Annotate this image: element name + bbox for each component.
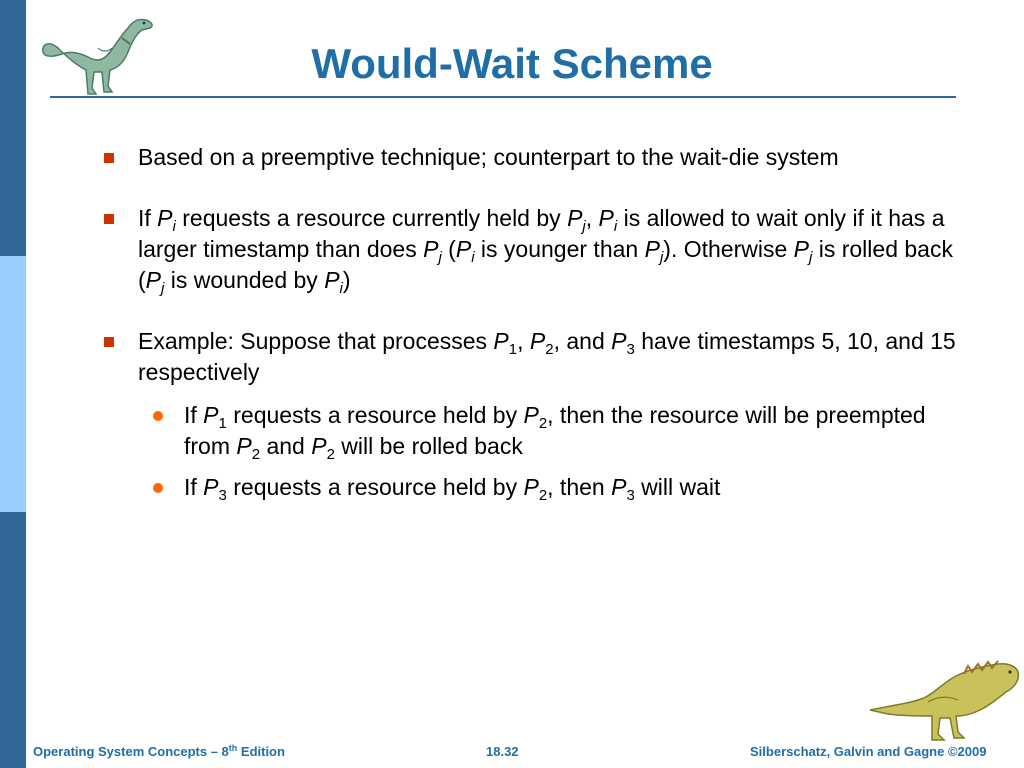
round-bullet-icon [153, 411, 163, 421]
bullet-text: Based on a preemptive technique; counterpart to the wait-die system [138, 144, 839, 170]
footer-authors: Silberschatz, Galvin and Gagne ©2009 [750, 744, 987, 759]
bullet-item [100, 326, 960, 503]
round-bullet-icon [153, 483, 163, 493]
page-title: Would-Wait Scheme [311, 40, 713, 87]
bullet-item [100, 142, 960, 173]
sidebar-stripe-top [0, 0, 26, 256]
footer-book-title: Operating System Concepts – 8th Edition [33, 743, 285, 759]
square-bullet-icon [104, 153, 114, 163]
bullet-text: If $P_i$ requests a resource currently held by $P_j$, $P_i$ is allowed to wait only if it has a larger timestamp than does $P_j$ ($P_i$ is younger than $P_j$). Otherwise $P_j$ is rolled back ($P_j$ is wounded by $P_i$) [138, 205, 953, 297]
sub-bullet-item [138, 472, 960, 503]
title-divider [50, 96, 956, 98]
sub-bullet-text: If $P_3$ requests a resource held by $P_2$, then $P_3$ will wait [184, 474, 721, 504]
sidebar-stripe-bottom [0, 512, 26, 768]
content-area [100, 142, 960, 533]
square-bullet-icon [104, 214, 114, 224]
sidebar-stripe [0, 0, 26, 768]
sub-bullet-list [138, 400, 960, 503]
sub-bullet-item [138, 400, 960, 462]
bullet-item [100, 203, 960, 296]
dinosaur-icon [868, 658, 1020, 742]
square-bullet-icon [104, 337, 114, 347]
bullet-text: Example: Suppose that processes $P_1$, $P_2$, and $P_3$ have timestamps 5, 10, and 15 respectively [138, 328, 956, 385]
sidebar-stripe-middle [0, 256, 26, 512]
sub-bullet-text: If $P_1$ requests a resource held by $P_2$, then the resource will be preempted from $P_2$ and $P_2$ will be rolled back [184, 402, 926, 463]
footer-page-number: 18.32 [486, 744, 519, 759]
